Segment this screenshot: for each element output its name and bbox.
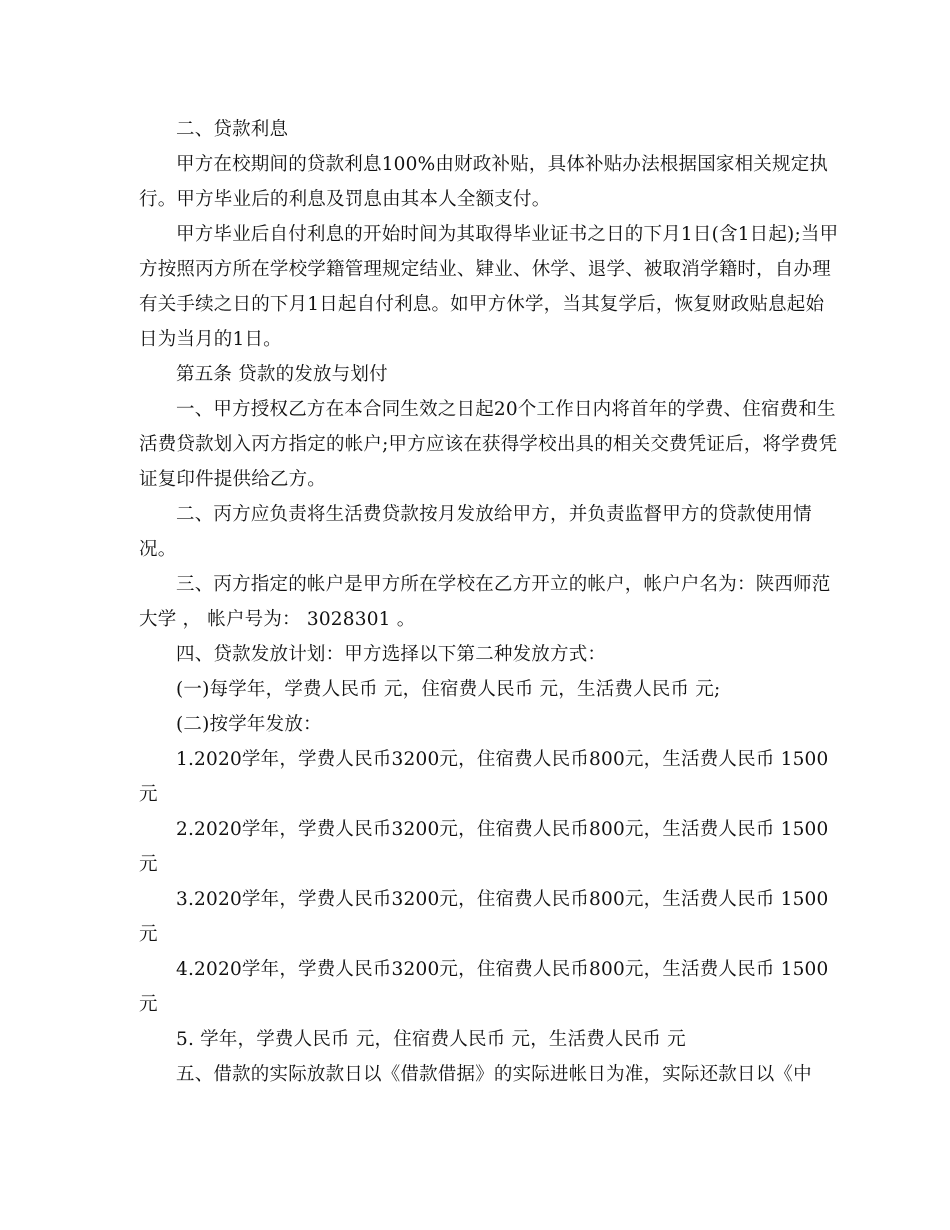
paragraph-interest-subsidy: 甲方在校期间的贷款利息100%由财政补贴，具体补贴办法根据国家相关规定执行。甲方毕业后的利息及罚息由其本人全额支付。 — [139, 154, 829, 210]
paragraph-clause-3-account: 三、丙方指定的帐户是甲方所在学校在乙方开立的帐户，帐户户名为：陕西师范大学 ， 帐户号为： 3028301 。 — [139, 574, 831, 630]
article-heading-article-5: 第五条 贷款的发放与划付 — [176, 364, 388, 385]
paragraph-clause-4-plan: 四、贷款发放计划：甲方选择以下第二种发放方式： — [176, 644, 607, 665]
paragraph-clause-5-dates: 五、借款的实际放款日以《借款借据》的实际进帐日为准，实际还款日以《中 — [176, 1064, 812, 1085]
section-heading-loan-interest: 二、贷款利息 — [176, 119, 289, 140]
document-body — [139, 112, 839, 1092]
plan-item-5: 5. 学年，学费人民币 元，住宿费人民币 元，生活费人民币 元 — [176, 1029, 686, 1050]
paragraph-clause-1: 一、甲方授权乙方在本合同生效之日起20个工作日内将首年的学费、住宿费和生活费贷款划入丙方指定的帐户;甲方应该在获得学校出具的相关交费凭证后，将学费凭证复印件提供给乙方。 — [139, 399, 838, 490]
plan-item-4: 4.2020学年，学费人民币3200元，住宿费人民币800元，生活费人民币 1500元 — [139, 959, 829, 1015]
paragraph-self-paid-interest: 甲方毕业后自付利息的开始时间为其取得毕业证书之日的下月1日(含1日起);当甲方按照丙方所在学校学籍管理规定结业、肄业、休学、退学、被取消学籍时，自办理有关手续之日的下月1日起自付利息。如甲方休学，当其复学后，恢复财政贴息起始日为当月的1日。 — [139, 224, 839, 350]
plan-item-2: 2.2020学年，学费人民币3200元，住宿费人民币800元，生活费人民币 1500元 — [139, 819, 829, 875]
plan-item-3: 3.2020学年，学费人民币3200元，住宿费人民币800元，生活费人民币 1500元 — [139, 889, 829, 945]
paragraph-clause-2: 二、丙方应负责将生活费贷款按月发放给甲方，并负责监督甲方的贷款使用情况。 — [139, 504, 812, 560]
paragraph-option-annual: (一)每学年，学费人民币 元，住宿费人民币 元，生活费人民币 元; — [176, 679, 721, 700]
paragraph-option-by-year: (二)按学年发放： — [176, 714, 322, 735]
plan-item-1: 1.2020学年，学费人民币3200元，住宿费人民币800元，生活费人民币 1500元 — [139, 749, 829, 805]
